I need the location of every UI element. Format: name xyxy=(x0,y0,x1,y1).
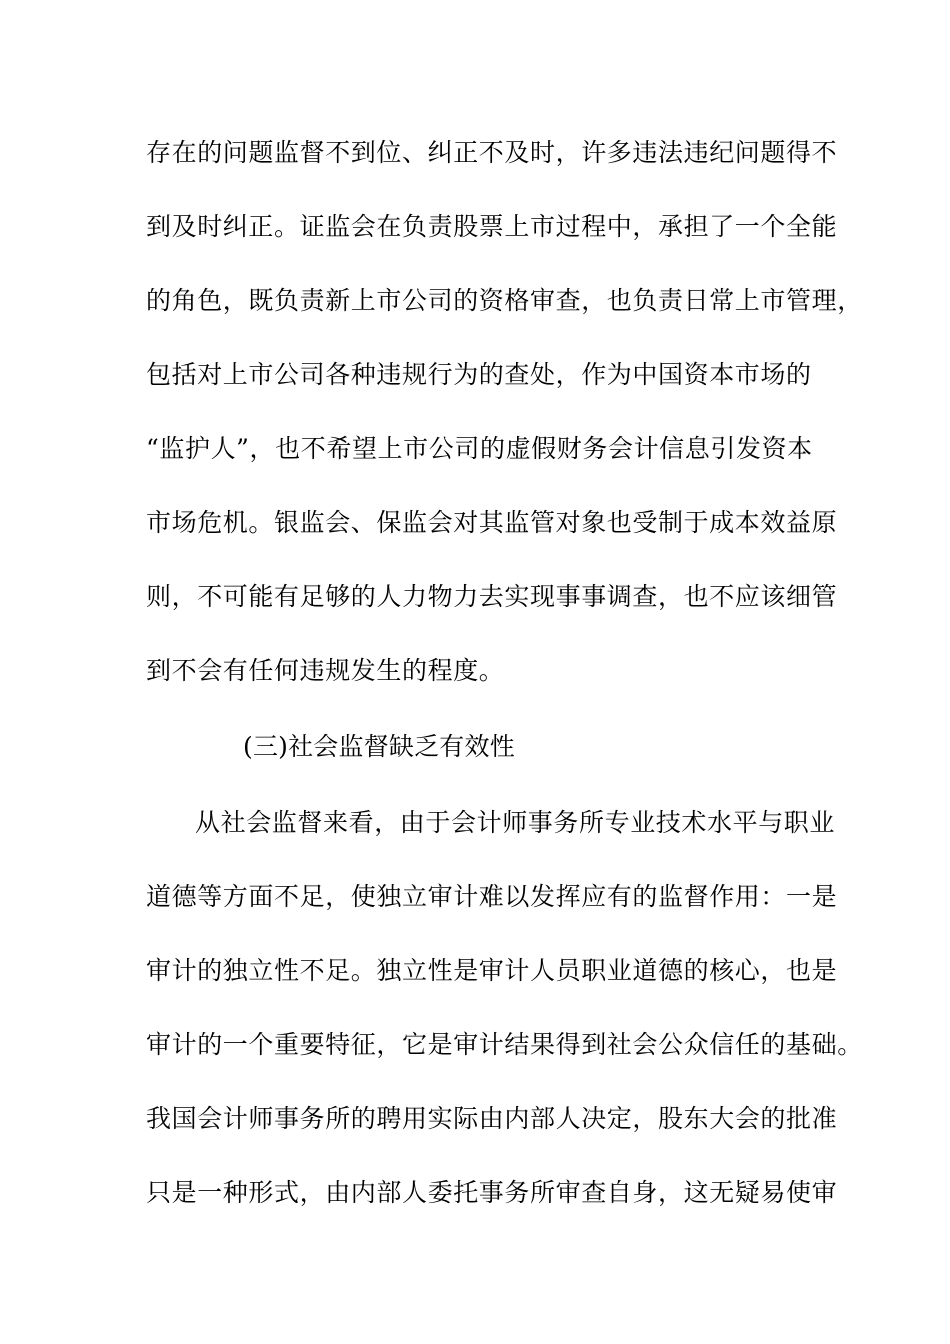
text-line: 市场危机。银监会、保监会对其监管对象也受制于成本效益原 xyxy=(146,508,838,537)
text-line: 到不会有任何违规发生的程度。 xyxy=(146,656,505,685)
section-heading: (三)社会监督缺乏有效性 xyxy=(243,732,515,761)
text-line: “监护人”，也不希望上市公司的虚假财务会计信息引发资本 xyxy=(146,434,813,463)
text-line: 从社会监督来看，由于会计师事务所专业技术水平与职业 xyxy=(195,808,836,837)
text-line: 的角色，既负责新上市公司的资格审查，也负责日常上市管理， xyxy=(146,286,863,315)
text-line: 存在的问题监督不到位、纠正不及时，许多违法违纪问题得不 xyxy=(146,138,838,167)
text-line: 审计的独立性不足。独立性是审计人员职业道德的核心，也是 xyxy=(146,956,838,985)
text-line: 道德等方面不足，使独立审计难以发挥应有的监督作用：一是 xyxy=(146,882,838,911)
text-line: 则，不可能有足够的人力物力去实现事事调查，也不应该细管 xyxy=(146,582,838,611)
text-line: 只是一种形式，由内部人委托事务所审查自身，这无疑易使审 xyxy=(146,1178,838,1207)
text-line: 审计的一个重要特征，它是审计结果得到社会公众信任的基础。 xyxy=(146,1030,863,1059)
text-line: 包括对上市公司各种违规行为的查处，作为中国资本市场的 xyxy=(146,360,812,389)
text-line: 我国会计师事务所的聘用实际由内部人决定，股东大会的批准 xyxy=(146,1104,838,1133)
text-line: 到及时纠正。证监会在负责股票上市过程中，承担了一个全能 xyxy=(146,212,838,241)
